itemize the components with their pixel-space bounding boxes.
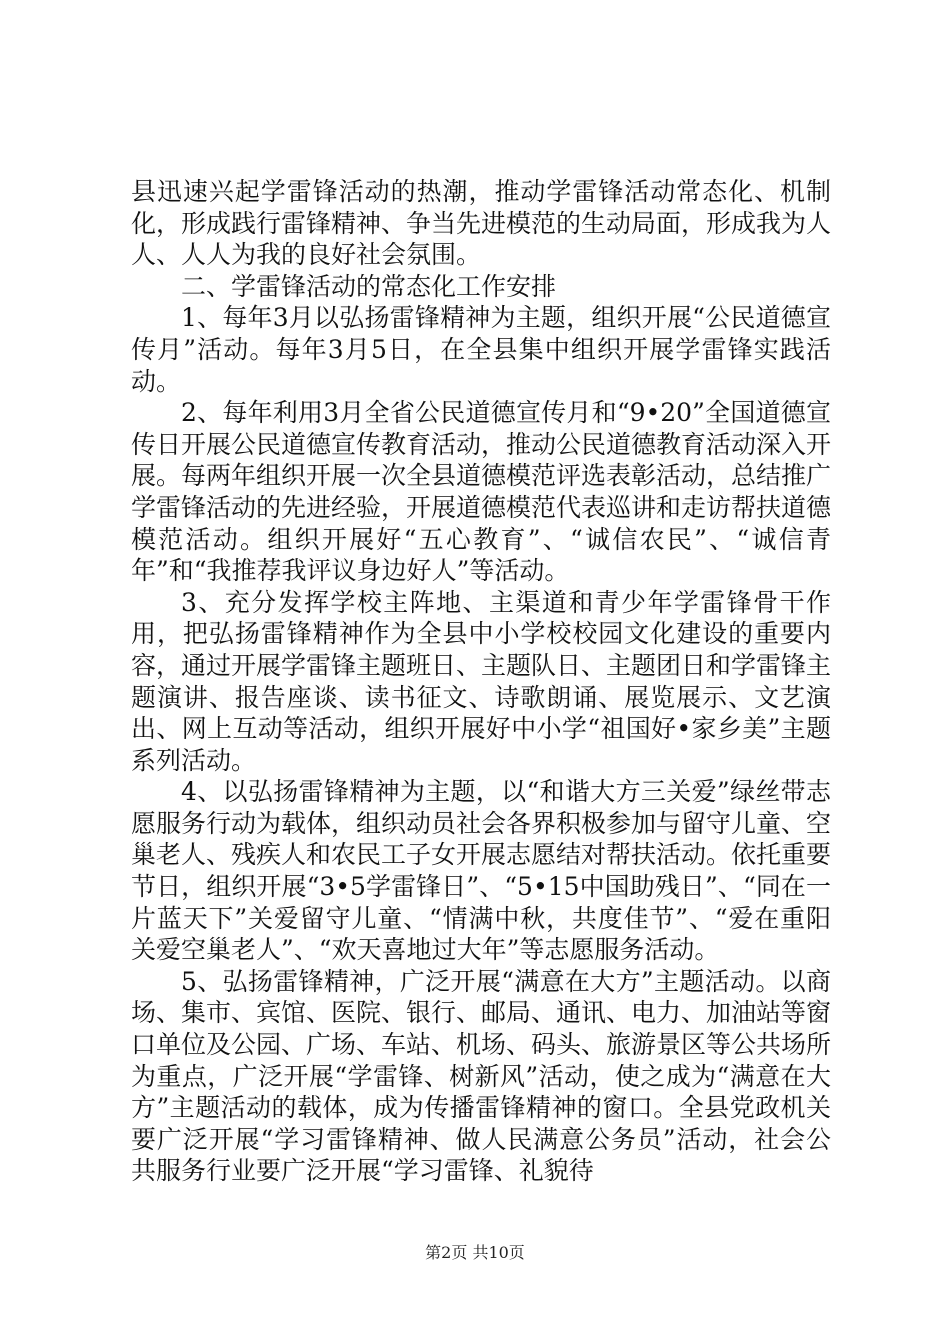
paragraph-item-4: 4、以弘扬雷锋精神为主题，以“和谐大方三关爱”绿丝带志愿服务行动为载体，组织动员社会各界积极参加与留守儿童、空巢老人、残疾人和农民工子女开展志愿结对帮扶活动。依托重要节日，组织开展“3•5学雷锋日”、“5•15中国助残日”、“同在一片蓝天下”关爱留守儿童、“情满中秋，共度佳节”、“爱在重阳关爱空巢老人”、“欢天喜地过大年”等志愿服务活动。 [131,777,832,965]
page-number-footer: 第2页 共10页 [425,1243,525,1262]
document-body [131,176,831,1187]
paragraph-item-3: 3、充分发挥学校主阵地、主渠道和青少年学雷锋骨干作用，把弘扬雷锋精神作为全县中小学校校园文化建设的重要内容，通过开展学雷锋主题班日、主题队日、主题团日和学雷锋主题演讲、报告座谈、读书征文、诗歌朗诵、展览展示、文艺演出、网上互动等活动，组织开展好中小学“祖国好•家乡美”主题系列活动。 [131,587,832,775]
paragraph-item-1: 1、每年3月以弘扬雷锋精神为主题，组织开展“公民道德宣传月”活动。每年3月5日，在全县集中组织开展学雷锋实践活动。 [131,303,831,396]
paragraph-item-5: 5、弘扬雷锋精神，广泛开展“满意在大方”主题活动。以商场、集市、宾馆、医院、银行、邮局、通讯、电力、加油站等窗口单位及公园、广场、车站、机场、码头、旅游景区等公共场所为重点，广泛开展“学雷锋、树新风”活动，使之成为“满意在大方”主题活动的载体，成为传播雷锋精神的窗口。全县党政机关要广泛开展“学习雷锋精神、做人民满意公务员”活动，社会公共服务行业要广泛开展“学习雷锋、礼貌待 [131,966,832,1186]
section-heading: 二、学雷锋活动的常态化工作安排 [181,271,557,301]
paragraph-item-2: 2、每年利用3月全省公民道德宣传月和“9•20”全国道德宣传日开展公民道德宣传教育活动，推动公民道德教育活动深入开展。每两年组织开展一次全县道德模范评选表彰活动，总结推广学雷锋活动的先进经验，开展道德模范代表巡讲和走访帮扶道德模范活动。组织开展好“五心教育”、“诚信农民”、“诚信青年”和“我推荐我评议身边好人”等活动。 [131,398,832,586]
paragraph-1: 县迅速兴起学雷锋活动的热潮，推动学雷锋活动常态化、机制化，形成践行雷锋精神、争当先进模范的生动局面，形成我为人人、人人为我的良好社会氛围。 [131,177,832,270]
